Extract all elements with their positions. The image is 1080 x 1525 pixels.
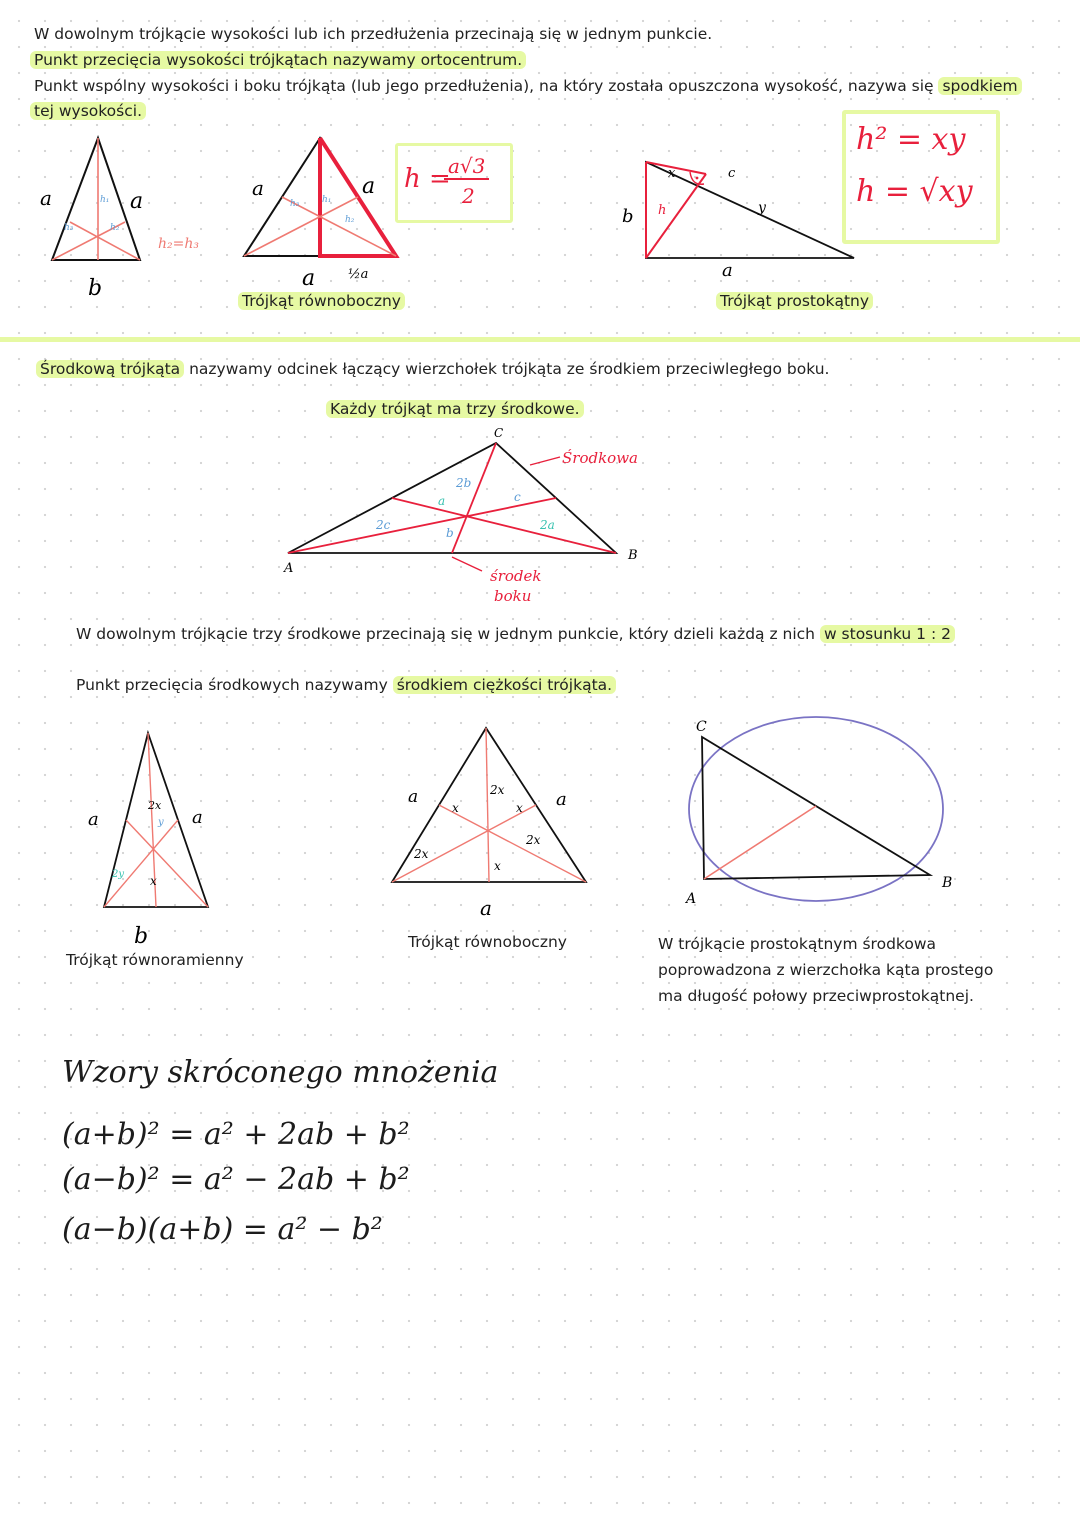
isosceles-medians-figure (80, 725, 250, 955)
c-label: c (728, 166, 736, 181)
h1-label: h₁ (100, 195, 110, 205)
foot-definition-text: Punkt wspólny wysokości i boku trójkąta (lub jego przedłużenia), na który została opuszczona wysokość, nazywa się (34, 77, 934, 95)
equilateral-medians-figure (370, 720, 610, 920)
h3-label: h₃ (64, 223, 74, 233)
half-base-label: ½a (348, 267, 369, 282)
label-c: c (514, 490, 521, 504)
srodkowa-label: Środkowa (562, 449, 638, 467)
formula-h: h = (404, 164, 451, 194)
right-triangle-altitude-figure (610, 150, 870, 290)
y-label: y (758, 200, 766, 216)
h2-equals-h3-note: h₂=h₃ (158, 236, 199, 252)
ratio-statement (76, 623, 955, 645)
side-label-left: a (252, 176, 264, 200)
side-label-right: a (556, 789, 567, 810)
foot-term: spodkiem (938, 77, 1021, 95)
triangle-outline (646, 162, 854, 258)
right-triangle-caption (716, 292, 873, 310)
altitudes-line-1: W dowolnym trójkącie wysokości lub ich przedłużenia przecinają się w jednym punkcie. (34, 25, 713, 43)
label-2y: 2y (112, 869, 125, 880)
side-label-left: a (408, 787, 419, 807)
a-label: a (722, 260, 733, 281)
label-x-right: x (516, 801, 523, 815)
altitudes-line-3 (34, 75, 1022, 97)
median-definition-text: nazywamy odcinek łączący wierzchołek trójkąta ze środkiem przeciwległego boku. (189, 360, 830, 378)
ratio-highlight: w stosunku 1 : 2 (820, 625, 955, 643)
srodek-label: środek (490, 567, 542, 585)
three-medians-note (326, 398, 584, 420)
label-2x-left: 2x (414, 847, 429, 861)
formulas-title: Wzory skróconego mnożenia (62, 1055, 499, 1090)
section-divider (0, 337, 1080, 342)
right-triangle-caption-text: Trójkąt prostokątny (716, 292, 873, 310)
base-label: b (88, 276, 103, 301)
arrow-to-srodek (452, 557, 482, 571)
equilateral-medians-caption: Trójkąt równoboczny (408, 933, 567, 951)
median-1 (486, 728, 489, 882)
formula-h-sqrt: h = √xy (856, 174, 973, 209)
red-side-top (646, 162, 706, 174)
label-2c: 2c (376, 518, 391, 532)
base-label: b (134, 924, 149, 949)
formula-denominator: 2 (462, 184, 475, 208)
h2-label: h₂ (345, 215, 355, 225)
h2-label: h₂ (110, 223, 120, 233)
b-label: b (622, 206, 634, 227)
side-label-right: a (362, 174, 376, 199)
side-label-right: a (130, 189, 144, 214)
label-a: a (438, 494, 446, 508)
median-definition (36, 358, 829, 380)
median-to-hypotenuse (704, 806, 816, 879)
base-label: a (480, 896, 492, 920)
right-triangle-median-figure (660, 715, 970, 915)
h-label: h (658, 203, 667, 218)
altitude-h2 (244, 197, 358, 256)
median-triangle-figure (270, 425, 670, 610)
median-from-c (452, 443, 496, 553)
label-x: x (150, 874, 157, 888)
vertex-c-label: C (696, 719, 707, 735)
side-label-right: a (192, 807, 203, 828)
label-x-bottom: x (494, 859, 501, 873)
altitude-h (646, 174, 706, 258)
right-median-caption-3: ma długość połowy przeciwprostokątnej. (658, 987, 974, 1005)
equilateral-caption-text: Trójkąt równoboczny (238, 292, 405, 310)
right-median-caption-2: poprowadzona z wierzchołka kąta prostego (658, 961, 994, 979)
formula-h-squared: h² = xy (856, 122, 966, 157)
base-label: a (302, 266, 316, 291)
foot-term-continued: tej wysokości. (30, 102, 146, 120)
three-medians-text: Każdy trójkąt ma trzy środkowe. (326, 400, 584, 418)
isosceles-caption: Trójkąt równoramienny (66, 951, 244, 969)
arrow-to-srodkowa (530, 457, 560, 465)
vertex-a-label: A (284, 561, 294, 576)
label-x-left: x (452, 801, 459, 815)
x-label: x (668, 166, 676, 181)
ratio-text: W dowolnym trójkącie trzy środkowe przecinają się w jednym punkcie, który dzieli każdą z nich (76, 625, 815, 643)
label-2x-right: 2x (526, 833, 541, 847)
centroid-text: Punkt przecięcia środkowych nazywamy (76, 676, 388, 694)
triangle-outline (52, 138, 140, 260)
altitudes-line-4 (30, 100, 146, 122)
right-triangle-height-formula-box (842, 110, 1000, 244)
median-term: Środkową trójkąta (36, 360, 184, 378)
side-label-left: a (40, 186, 52, 210)
vertex-a-label: A (686, 891, 697, 907)
label-2b: 2b (456, 476, 472, 490)
centroid-statement (76, 674, 616, 696)
side-label-left: a (88, 809, 99, 830)
formula-square-of-sum: (a+b)² = a² + 2ab + b² (62, 1117, 410, 1152)
vertex-b-label: B (942, 875, 953, 891)
altitudes-line-2 (30, 49, 526, 71)
median-3 (439, 805, 586, 882)
circumcircle (689, 717, 943, 901)
orthocenter-definition: Punkt przecięcia wysokości trójkątach nazywamy ortocentrum. (30, 51, 526, 69)
right-median-caption-1: W trójkącie prostokątnym środkowa (658, 935, 936, 953)
vertex-b-label: B (628, 548, 638, 563)
formula-numerator: a√3 (444, 154, 489, 180)
label-y: y (158, 817, 164, 828)
label-b: b (446, 526, 454, 540)
formula-difference-of-squares: (a−b)(a+b) = a² − b² (62, 1212, 383, 1247)
equilateral-height-formula-box (395, 143, 513, 223)
equilateral-caption (238, 292, 405, 310)
median-2 (392, 805, 536, 882)
h3-label: h₃ (290, 199, 300, 209)
boku-label: boku (494, 587, 532, 605)
isosceles-altitudes-figure (30, 130, 220, 300)
vertex-c-label: C (494, 426, 504, 440)
centroid-highlight: środkiem ciężkości trójkąta. (393, 676, 616, 694)
label-2x-top: 2x (490, 783, 505, 797)
label-2x: 2x (148, 799, 162, 812)
h1-label: h₁ (322, 195, 332, 205)
formula-square-of-difference: (a−b)² = a² − 2ab + b² (62, 1162, 410, 1197)
label-2a: 2a (540, 518, 555, 532)
